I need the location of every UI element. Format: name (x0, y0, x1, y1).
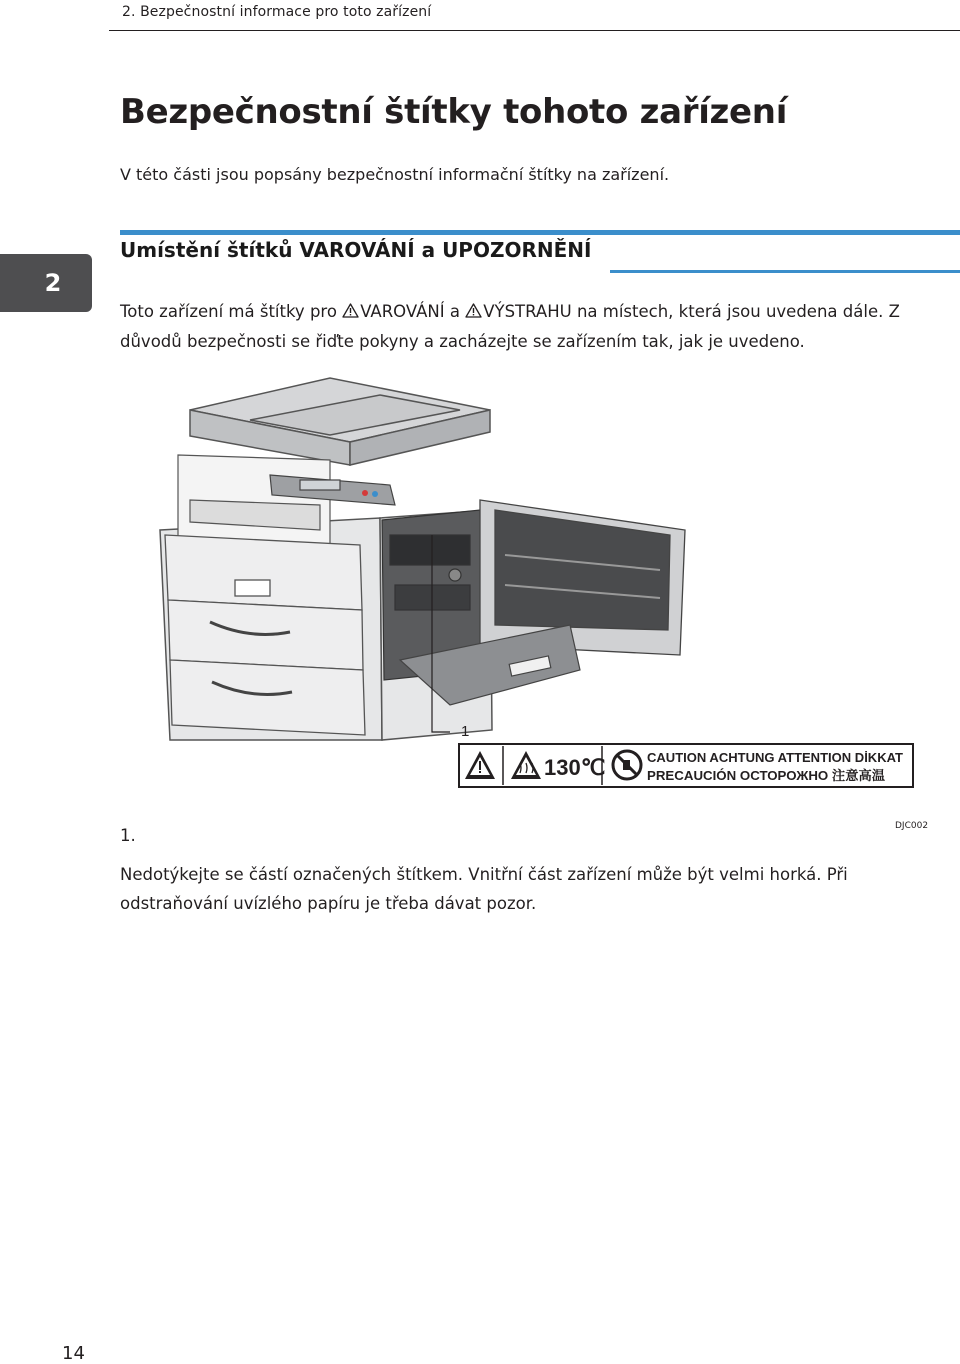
caution-triangle-icon (465, 303, 482, 318)
list-marker: 1. (120, 826, 136, 845)
page-number: 14 (62, 1343, 85, 1364)
label-caution-line2: PRECAUCIÓN ОСТОРОЖНО 注意高温 (647, 768, 885, 783)
scanner-unit (190, 378, 490, 465)
label-temperature: 130℃ (544, 755, 606, 780)
paragraph-text-end: na místech, která jsou uvedena dále. Z důvodů bezpečnosti se řiďte pokyny a zacházejte se zařízením tak, jak je uvedeno. (120, 302, 900, 351)
section-paragraph (120, 297, 920, 357)
paragraph-text-and: a (444, 302, 466, 321)
paper-trays (165, 535, 365, 735)
caution-word: VÝSTRAHU (483, 302, 572, 321)
chapter-number: 2 (44, 269, 62, 297)
list-item-text: Nedotýkejte se částí označených štítkem. Vnitřní část zařízení může být velmi horká. Při odstraňování uvízlého papíru je třeba dávat pozor. (120, 865, 848, 913)
header-divider (109, 30, 960, 31)
running-header: 2. Bezpečnostní informace pro toto zařízení (122, 4, 432, 20)
section-heading: Umístění štítků VAROVÁNÍ a UPOZORNĚNÍ (120, 238, 592, 262)
chapter-tab (0, 254, 92, 312)
label-caution-line1: CAUTION ACHTUNG ATTENTION DİKKAT (647, 750, 904, 765)
copier-illustration (150, 370, 940, 800)
figure-id: DJC002 (895, 821, 929, 831)
section-divider-secondary (610, 270, 960, 273)
intro-paragraph: V této části jsou popsány bezpečnostní informační štítky na zařízení. (120, 165, 670, 184)
paragraph-text-start: Toto zařízení má štítky pro (120, 302, 343, 321)
callout-number: 1 (461, 723, 470, 740)
warning-triangle-icon (342, 303, 359, 318)
section-divider (120, 230, 960, 235)
heat-warning-label (459, 744, 913, 787)
side-door (480, 500, 685, 655)
page-title: Bezpečnostní štítky tohoto zařízení (120, 92, 788, 132)
warning-word: VAROVÁNÍ (360, 302, 445, 321)
